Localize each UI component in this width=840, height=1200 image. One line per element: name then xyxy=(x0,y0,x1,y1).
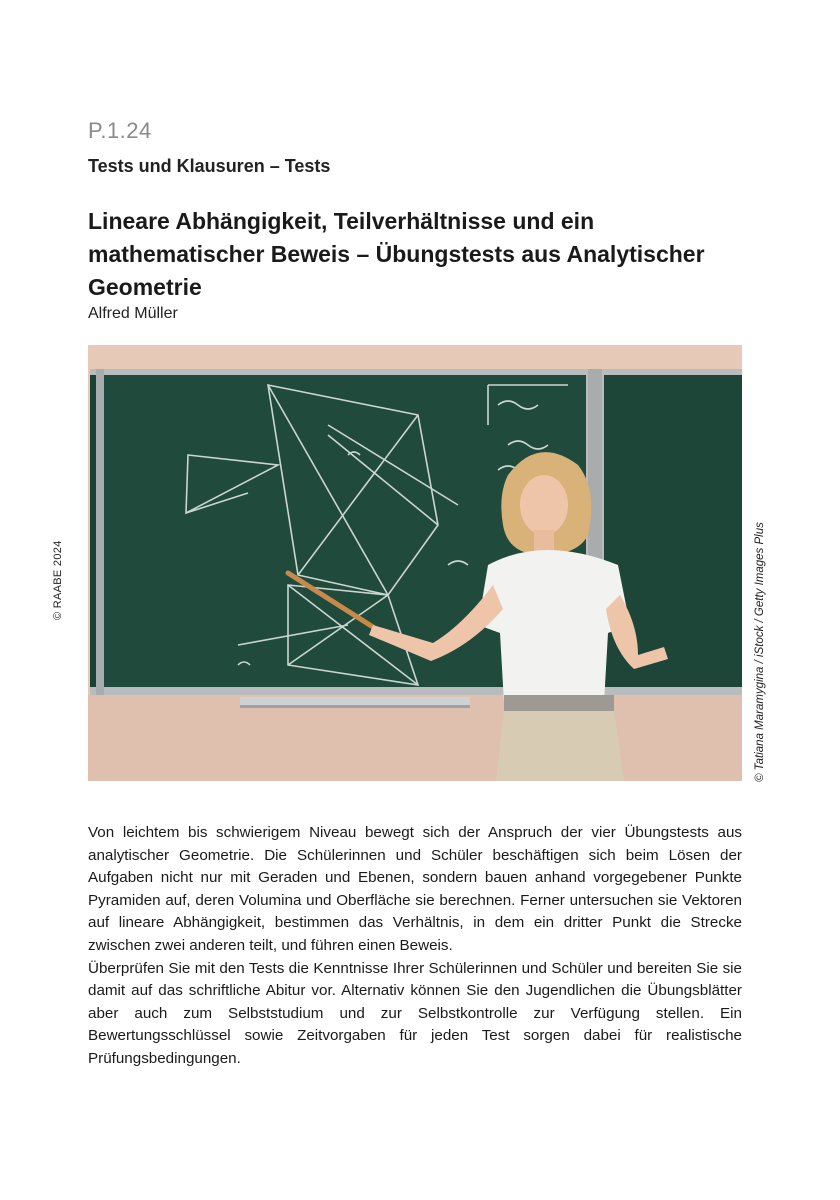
description-paragraph-1: Von leichtem bis schwierigem Niveau bewegt sich der Anspruch der vier Übungstests aus analytischer Geometrie. Die Schülerinnen und Schüler beschäftigen sich beim Lösen der Aufgaben nicht nur mit Geraden und Ebenen, sondern bauen anhand vorgegebener Punkte Pyramiden auf, deren Volumina und Oberfläche sie berechnen. Ferner untersuchen sie Vektoren auf lineare Abhängigkeit, bestimmen das Verhältnis, in dem ein dritter Punkt die Strecke zwischen zwei anderen teilt, und führen einen Beweis. xyxy=(88,824,742,954)
document-title: Lineare Abhängigkeit, Teilverhältnisse und ein mathematischer Beweis – Übungstests aus Analytischer Geometrie xyxy=(88,208,705,300)
description-paragraph-2: Überprüfen Sie mit den Tests die Kenntnisse Ihrer Schülerinnen und Schüler und bereiten Sie sie damit auf das schriftliche Abitur vor. Alternativ können Sie den Jugendlichen die Übungsblätter aber auch zum Selbststudium und zur Selbstkontrolle zur Verfügung stellen. Ein Bewertungsschlüssel sowie Zeitvorgaben für jeden Test sorgen dabei für realistische Prüfungsbedingungen. xyxy=(88,959,742,1067)
category-label: Tests und Klausuren – Tests xyxy=(88,156,331,176)
publisher-copyright: © RAABE 2024 xyxy=(52,540,64,620)
photo-credit: © Tatiana Maramygina / iStock / Getty Images Plus xyxy=(754,522,766,782)
description xyxy=(88,822,742,1071)
cover-photo xyxy=(88,345,742,781)
worksheet-code: P.1.24 xyxy=(88,118,152,143)
author-name: Alfred Müller xyxy=(88,305,178,322)
